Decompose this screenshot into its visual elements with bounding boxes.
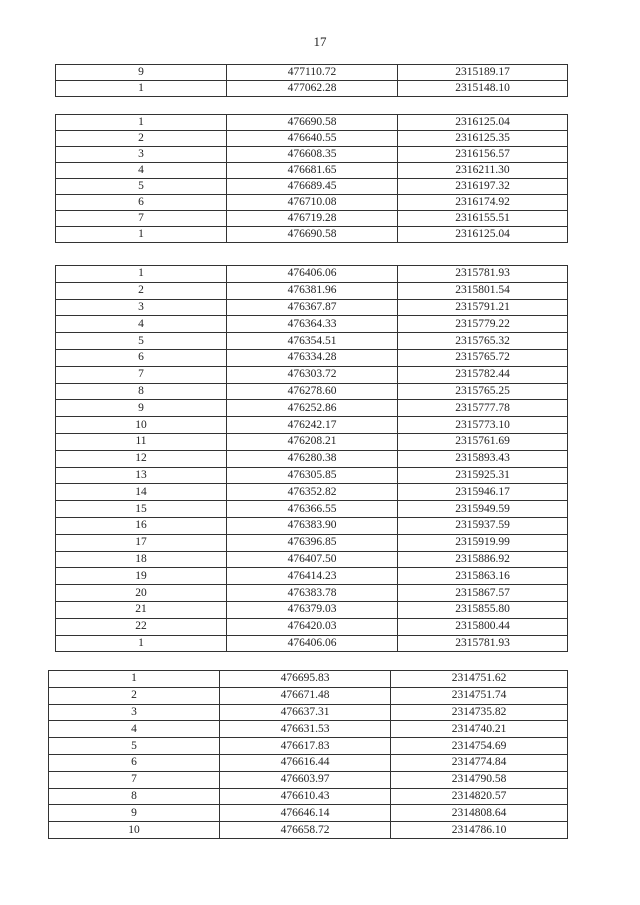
- point-number-cell: 5: [56, 179, 227, 195]
- table-row: [56, 163, 568, 179]
- point-number-cell: 2: [49, 687, 220, 704]
- table-row: [56, 81, 568, 97]
- x-coordinate-cell: 476305.85: [227, 467, 398, 484]
- point-number-cell: 12: [56, 450, 227, 467]
- table-row: [56, 211, 568, 227]
- x-coordinate-cell: 476280.38: [227, 450, 398, 467]
- point-number-cell: 5: [56, 333, 227, 350]
- point-number-cell: 8: [49, 788, 220, 805]
- x-coordinate-cell: 476383.90: [227, 517, 398, 534]
- point-number-cell: 18: [56, 551, 227, 568]
- x-coordinate-cell: 476381.96: [227, 282, 398, 299]
- table-row: [56, 115, 568, 131]
- x-coordinate-cell: 476366.55: [227, 501, 398, 518]
- table-row: [56, 147, 568, 163]
- table-row: [56, 551, 568, 568]
- table-row: [56, 266, 568, 283]
- point-number-cell: 9: [56, 65, 227, 81]
- point-number-cell: 1: [56, 635, 227, 652]
- x-coordinate-cell: 476252.86: [227, 400, 398, 417]
- x-coordinate-cell: 477110.72: [227, 65, 398, 81]
- table-row: [56, 618, 568, 635]
- table-row: [56, 333, 568, 350]
- y-coordinate-cell: 2315863.16: [398, 568, 568, 585]
- table-row: [49, 721, 568, 738]
- point-number-cell: 8: [56, 383, 227, 400]
- table-row: [49, 738, 568, 755]
- y-coordinate-cell: 2314735.82: [391, 704, 568, 721]
- y-coordinate-cell: 2316156.57: [398, 147, 568, 163]
- point-number-cell: 3: [49, 704, 220, 721]
- x-coordinate-cell: 476616.44: [220, 754, 391, 771]
- point-number-cell: 7: [49, 771, 220, 788]
- table-row: [56, 417, 568, 434]
- point-number-cell: 13: [56, 467, 227, 484]
- y-coordinate-cell: 2315867.57: [398, 585, 568, 602]
- table-row: [56, 635, 568, 652]
- table-row: [56, 282, 568, 299]
- x-coordinate-cell: 476637.31: [220, 704, 391, 721]
- point-number-cell: 2: [56, 282, 227, 299]
- point-number-cell: 6: [56, 349, 227, 366]
- x-coordinate-cell: 476406.06: [227, 266, 398, 283]
- y-coordinate-cell: 2316125.04: [398, 227, 568, 243]
- y-coordinate-cell: 2315801.54: [398, 282, 568, 299]
- table-row: [56, 299, 568, 316]
- table-row: [56, 517, 568, 534]
- table-row: [49, 771, 568, 788]
- x-coordinate-cell: 476617.83: [220, 738, 391, 755]
- y-coordinate-cell: 2315919.99: [398, 534, 568, 551]
- x-coordinate-cell: 476414.23: [227, 568, 398, 585]
- x-coordinate-cell: 476364.33: [227, 316, 398, 333]
- table-row: [56, 534, 568, 551]
- point-number-cell: 16: [56, 517, 227, 534]
- y-coordinate-cell: 2316125.04: [398, 115, 568, 131]
- y-coordinate-cell: 2315773.10: [398, 417, 568, 434]
- x-coordinate-cell: 476690.58: [227, 115, 398, 131]
- x-coordinate-cell: 476420.03: [227, 618, 398, 635]
- point-number-cell: 19: [56, 568, 227, 585]
- table-row: [56, 585, 568, 602]
- table-row: [56, 484, 568, 501]
- x-coordinate-cell: 476354.51: [227, 333, 398, 350]
- y-coordinate-cell: 2314786.10: [391, 822, 568, 839]
- y-coordinate-cell: 2314740.21: [391, 721, 568, 738]
- point-number-cell: 9: [49, 805, 220, 822]
- point-number-cell: 17: [56, 534, 227, 551]
- table-row: [56, 131, 568, 147]
- y-coordinate-cell: 2314751.74: [391, 687, 568, 704]
- table-row: [56, 450, 568, 467]
- point-number-cell: 21: [56, 601, 227, 618]
- table-row: [49, 671, 568, 688]
- x-coordinate-cell: 476681.65: [227, 163, 398, 179]
- point-number-cell: 15: [56, 501, 227, 518]
- y-coordinate-cell: 2315779.22: [398, 316, 568, 333]
- point-number-cell: 9: [56, 400, 227, 417]
- y-coordinate-cell: 2315189.17: [398, 65, 568, 81]
- point-number-cell: 7: [56, 366, 227, 383]
- x-coordinate-cell: 476719.28: [227, 211, 398, 227]
- y-coordinate-cell: 2315777.78: [398, 400, 568, 417]
- table-row: [56, 467, 568, 484]
- x-coordinate-cell: 476303.72: [227, 366, 398, 383]
- y-coordinate-cell: 2314751.62: [391, 671, 568, 688]
- x-coordinate-cell: 476367.87: [227, 299, 398, 316]
- point-number-cell: 1: [56, 227, 227, 243]
- y-coordinate-cell: 2315893.43: [398, 450, 568, 467]
- coordinates-table-1: [55, 64, 568, 97]
- x-coordinate-cell: 476334.28: [227, 349, 398, 366]
- point-number-cell: 10: [49, 822, 220, 839]
- point-number-cell: 3: [56, 299, 227, 316]
- x-coordinate-cell: 476352.82: [227, 484, 398, 501]
- coordinates-table-3: [55, 265, 568, 652]
- x-coordinate-cell: 476608.35: [227, 147, 398, 163]
- x-coordinate-cell: 476610.43: [220, 788, 391, 805]
- y-coordinate-cell: 2314754.69: [391, 738, 568, 755]
- point-number-cell: 6: [56, 195, 227, 211]
- table-row: [49, 704, 568, 721]
- point-number-cell: 4: [49, 721, 220, 738]
- point-number-cell: 4: [56, 163, 227, 179]
- x-coordinate-cell: 476242.17: [227, 417, 398, 434]
- page-number: 17: [313, 34, 327, 49]
- y-coordinate-cell: 2315782.44: [398, 366, 568, 383]
- y-coordinate-cell: 2315781.93: [398, 635, 568, 652]
- table-row: [56, 400, 568, 417]
- y-coordinate-cell: 2315937.59: [398, 517, 568, 534]
- table-row: [56, 433, 568, 450]
- y-coordinate-cell: 2315855.80: [398, 601, 568, 618]
- x-coordinate-cell: 476695.83: [220, 671, 391, 688]
- table-row: [56, 366, 568, 383]
- table-row: [56, 601, 568, 618]
- y-coordinate-cell: 2314808.64: [391, 805, 568, 822]
- table-row: [49, 805, 568, 822]
- y-coordinate-cell: 2315781.93: [398, 266, 568, 283]
- y-coordinate-cell: 2316125.35: [398, 131, 568, 147]
- table-row: [56, 195, 568, 211]
- table-row: [56, 349, 568, 366]
- y-coordinate-cell: 2315765.72: [398, 349, 568, 366]
- table-row: [56, 179, 568, 195]
- point-number-cell: 1: [56, 266, 227, 283]
- table-row: [56, 316, 568, 333]
- point-number-cell: 1: [49, 671, 220, 688]
- point-number-cell: 10: [56, 417, 227, 434]
- point-number-cell: 14: [56, 484, 227, 501]
- table-row: [49, 822, 568, 839]
- coordinates-table-4: [48, 670, 568, 839]
- y-coordinate-cell: 2315800.44: [398, 618, 568, 635]
- point-number-cell: 3: [56, 147, 227, 163]
- table-row: [56, 568, 568, 585]
- point-number-cell: 7: [56, 211, 227, 227]
- y-coordinate-cell: 2315949.59: [398, 501, 568, 518]
- table-row: [49, 788, 568, 805]
- coordinates-table-2: [55, 114, 568, 243]
- x-coordinate-cell: 476631.53: [220, 721, 391, 738]
- table-row: [56, 383, 568, 400]
- y-coordinate-cell: 2315946.17: [398, 484, 568, 501]
- y-coordinate-cell: 2316197.32: [398, 179, 568, 195]
- point-number-cell: 2: [56, 131, 227, 147]
- table-row: [49, 754, 568, 771]
- x-coordinate-cell: 476603.97: [220, 771, 391, 788]
- y-coordinate-cell: 2315765.25: [398, 383, 568, 400]
- x-coordinate-cell: 476379.03: [227, 601, 398, 618]
- y-coordinate-cell: 2316211.30: [398, 163, 568, 179]
- x-coordinate-cell: 476640.55: [227, 131, 398, 147]
- y-coordinate-cell: 2316174.92: [398, 195, 568, 211]
- table-row: [56, 501, 568, 518]
- y-coordinate-cell: 2314790.58: [391, 771, 568, 788]
- x-coordinate-cell: 477062.28: [227, 81, 398, 97]
- x-coordinate-cell: 476690.58: [227, 227, 398, 243]
- x-coordinate-cell: 476689.45: [227, 179, 398, 195]
- x-coordinate-cell: 476658.72: [220, 822, 391, 839]
- x-coordinate-cell: 476710.08: [227, 195, 398, 211]
- point-number-cell: 4: [56, 316, 227, 333]
- point-number-cell: 5: [49, 738, 220, 755]
- y-coordinate-cell: 2315761.69: [398, 433, 568, 450]
- x-coordinate-cell: 476646.14: [220, 805, 391, 822]
- table-row: [49, 687, 568, 704]
- y-coordinate-cell: 2315148.10: [398, 81, 568, 97]
- y-coordinate-cell: 2315925.31: [398, 467, 568, 484]
- table-row: [56, 65, 568, 81]
- y-coordinate-cell: 2315791.21: [398, 299, 568, 316]
- y-coordinate-cell: 2314774.84: [391, 754, 568, 771]
- y-coordinate-cell: 2315886.92: [398, 551, 568, 568]
- point-number-cell: 11: [56, 433, 227, 450]
- x-coordinate-cell: 476671.48: [220, 687, 391, 704]
- x-coordinate-cell: 476396.85: [227, 534, 398, 551]
- y-coordinate-cell: 2316155.51: [398, 211, 568, 227]
- x-coordinate-cell: 476208.21: [227, 433, 398, 450]
- table-row: [56, 227, 568, 243]
- point-number-cell: 20: [56, 585, 227, 602]
- x-coordinate-cell: 476278.60: [227, 383, 398, 400]
- point-number-cell: 22: [56, 618, 227, 635]
- point-number-cell: 1: [56, 81, 227, 97]
- x-coordinate-cell: 476407.50: [227, 551, 398, 568]
- point-number-cell: 6: [49, 754, 220, 771]
- y-coordinate-cell: 2315765.32: [398, 333, 568, 350]
- point-number-cell: 1: [56, 115, 227, 131]
- x-coordinate-cell: 476383.78: [227, 585, 398, 602]
- x-coordinate-cell: 476406.06: [227, 635, 398, 652]
- y-coordinate-cell: 2314820.57: [391, 788, 568, 805]
